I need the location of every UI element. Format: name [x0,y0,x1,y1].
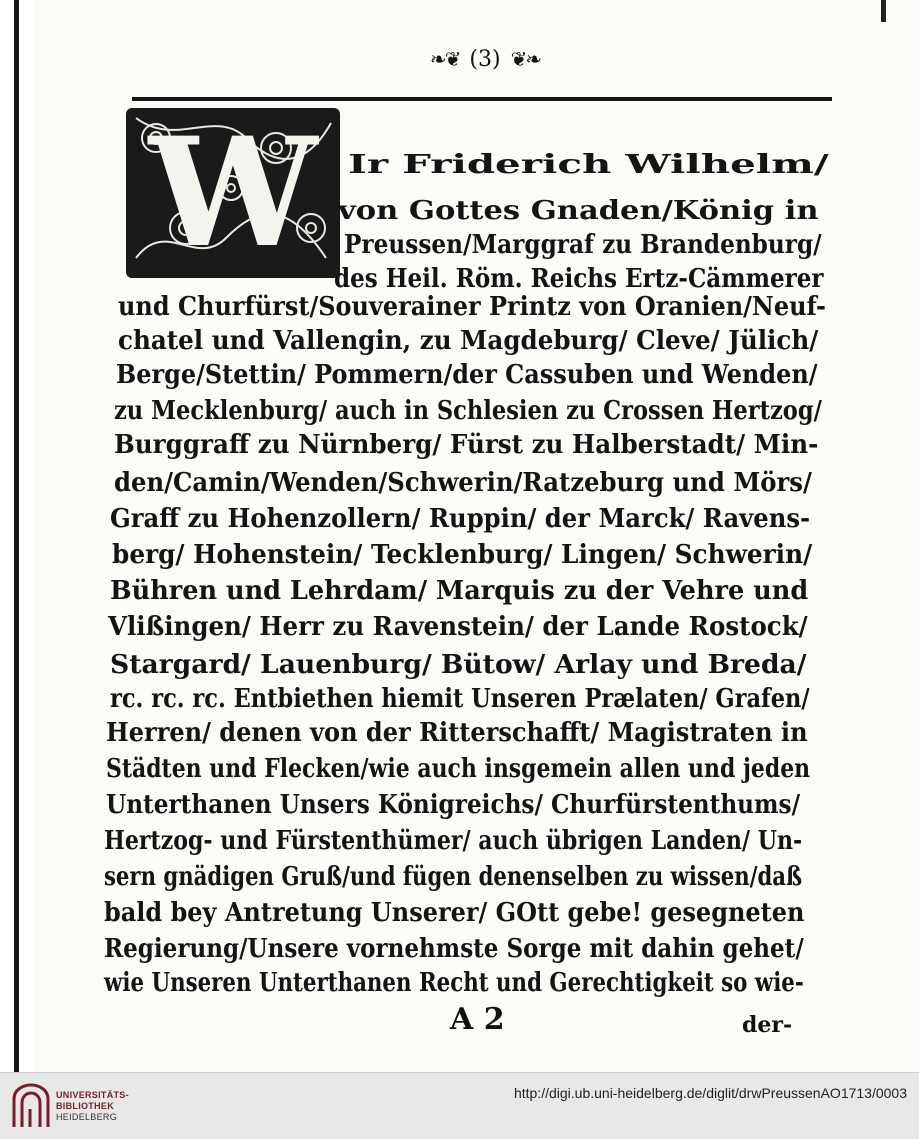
text-line: rc. rc. rc. Entbiethen hiemit Unseren Prælaten/ Grafen/ [110,684,810,714]
text-line: chatel und Vallengin, zu Magdeburg/ Cleve/ Jülich/ [118,326,819,356]
library-name [56,1090,129,1123]
source-url[interactable]: http://digi.ub.uni-heidelberg.de/diglit/drwPreussenAO1713/0003 [513,1085,907,1101]
text-line: zu Mecklenburg/ auch in Schlesien zu Crossen Hertzog/ [114,396,822,426]
text-line: Graff zu Hohenzollern/ Ruppin/ der Marck/ Ravens- [110,504,811,534]
text-line: bald bey Antretung Unserer/ GOtt gebe! gesegneten [104,898,805,928]
library-line-1: UNIVERSITÄTS- [56,1090,129,1100]
library-line-3: HEIDELBERG [56,1112,118,1122]
text-line: Preussen/Marggraf zu Brandenburg/ [344,230,822,260]
text-line: Berge/Stettin/ Pommern/der Cassuben und Wenden/ [116,360,818,390]
text-line: Bühren und Lehrdam/ Marquis zu der Vehre und [110,576,809,606]
signature-mark: A 2 [450,1002,505,1037]
text-line: Vlißingen/ Herr zu Ravenstein/ der Lande Rostock/ [108,612,808,642]
text-line: wie Unseren Unterthanen Recht und Gerechtigkeit so wie- [104,968,804,998]
text-line: Unterthanen Unsers Königreichs/ Churfürstenthums/ [106,790,801,820]
text-line: des Heil. Röm. Reichs Ertz-Cämmerer [334,264,824,294]
page-number: (3) [469,46,501,72]
text-line: und Churfürst/Souverainer Printz von Oranien/Neuf- [118,292,826,322]
university-library-logo [10,1081,52,1131]
text-line: Städten und Flecken/wie auch insgemein allen und jeden [106,754,811,784]
text-line: sern gnädigen Gruß/und fügen denenselben zu wissen/daß [104,862,803,892]
decorated-initial [126,108,340,278]
left-ornament-icon: ❧❦ [429,47,460,71]
page-right-edge-mark [881,0,886,22]
library-line-2: BIBLIOTHEK [56,1101,114,1111]
text-line: Stargard/ Lauenburg/ Bütow/ Arlay und Breda/ [110,650,807,680]
text-line: Ir Friderich Wilhelm/ [348,150,829,180]
footer-bar [0,1072,919,1139]
text-line: Regierung/Unsere vornehmste Sorge mit dahin gehet/ [104,934,804,964]
text-line: von Gottes Gnaden/König in [338,196,819,226]
text-line: Hertzog- und Fürstenthümer/ auch übrigen Landen/ Un- [104,826,803,856]
initial-letter: W [148,108,318,278]
header-rule [132,97,832,101]
binding-edge [14,0,19,1072]
text-line: berg/ Hohenstein/ Tecklenburg/ Lingen/ Schwerin/ [112,540,813,570]
text-line: Burggraff zu Nürnberg/ Fürst zu Halberstadt/ Min- [114,430,819,460]
page-header [400,42,570,76]
text-line: Herren/ denen von der Ritterschafft/ Magistraten in [106,718,808,748]
text-line: den/Camin/Wenden/Schwerin/Ratzeburg und Mörs/ [114,468,812,498]
right-ornament-icon: ❦❧ [510,47,541,71]
catchword: der- [742,1012,793,1038]
